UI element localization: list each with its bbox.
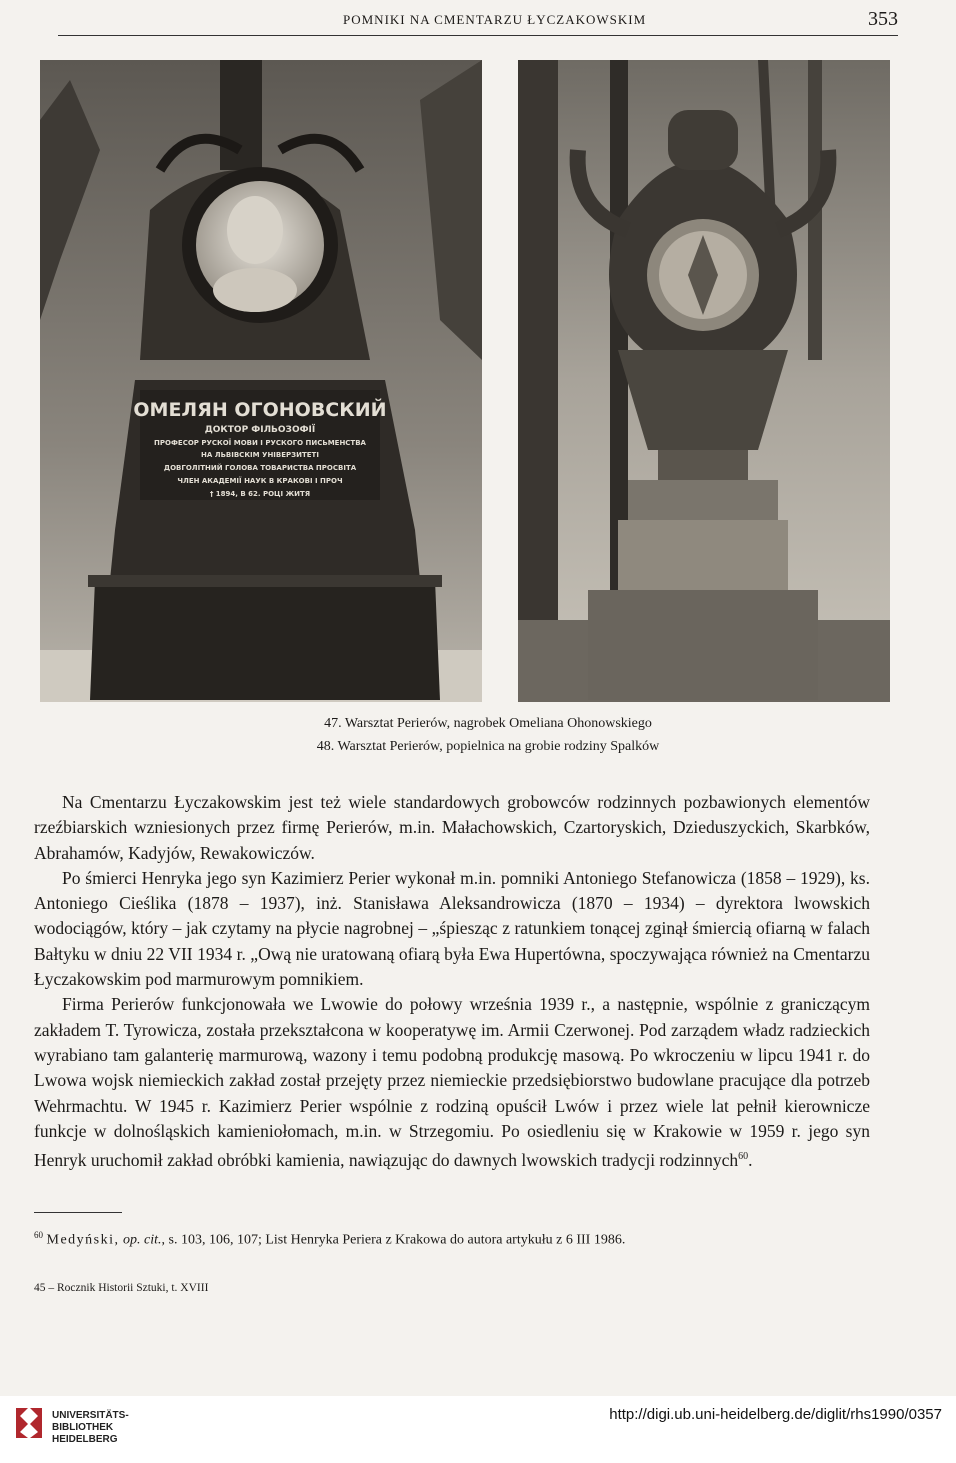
running-title: POMNIKI NA CMENTARZU ŁYCZAKOWSKIM: [343, 12, 647, 27]
footnote-number: 60: [34, 1230, 43, 1240]
gravestone-illustration: [40, 60, 482, 702]
paragraph-2: Po śmierci Henryka jego syn Kazimierz Perier wykonał m.in. pomniki Antoniego Stefanowicza (1858 – 1929), ks. Antoniego Cieślika (1878 – 1937), inż. Stanisława Aleksandrowicza (1870 – 1934) – dyrektora lwowskich wodociągów, który – jak czytamy na płycie nagrobnej – „śpiesząc z ratunkiem tonącej zginął śmiercią ofiarną w falach Bałtyku w dniu 22 VII 1934 r. „Ową nie uratowaną ofiarą była Ewa Hupertówna, spoczywająca również na Cmentarzu Łyczakowskim pod marmurowym pomnikiem.: [34, 867, 870, 990]
inscription-line-7: † 1894, В 62. РОЦІ ЖИТЯ: [209, 490, 311, 498]
page-number: 353: [868, 8, 898, 30]
header-rule: [58, 35, 898, 36]
footnote-abbr: op. cit.: [123, 1232, 162, 1248]
inscription-line-3: ПРОФЕСОР РУСКОЇ МОВИ І РУСКОГО ПИСЬМЕНСТВА: [154, 439, 366, 447]
inscription-line-1: ОМЕЛЯН ОГОНОВСКИЙ: [133, 399, 387, 421]
inscription-line-2: ДОКТОР ФІЛЬОЗОФІЇ: [204, 425, 316, 435]
inscription-line-4: НА ЛЬВІВСКІМ УНІВЕРЗИТЕТІ: [201, 451, 319, 459]
inscription-line-6: ЧЛЕН АКАДЕМІЇ НАУК В КРАКОВІ І ПРОЧ: [177, 477, 343, 485]
inscription-line-5: ДОВГОЛІТНИЙ ГОЛОВА ТОВАРИСТВА ПРОСВІТА: [163, 464, 357, 472]
paragraph-3: Firma Perierów funkcjonowała we Lwowie do połowy września 1939 r., a następnie, wspólnie z graniczącym zakładem T. Tyrowicza, została przekształcona w kooperatywę im. Armii Czerwonej. Pod zarządem władz radzieckich wyrabiano tam galanterię marmurową, wazony i temu podobną produkcję masową. Po wkroczeniu w lipcu 1941 r. do Lwowa wojsk niemieckich zakład został przejęty przez niemieckie przedsiębiorstwo budowlane pracujące dla potrzeb Wehrmachtu. W 1945 r. Kazimierz Perier wspólnie z rodziną opuścił Lwów i przez wiele lat pełnił kierownicze funkcje w dolnośląskich kamieniołomach, m.in. w Strzegomiu. Po osiedleniu się w Krakowie w 1959 r. jego syn Henryk uruchomił zakład obróbki kamienia, nawiązując do dawnych lwowskich tradycji rodzinnych$^{60}$.: [34, 994, 870, 1170]
caption-47: 47. Warsztat Perierów, nagrobek Omeliana Ohonowskiego: [324, 716, 652, 731]
footnote-author: Medyński,: [46, 1232, 120, 1248]
page-header: [58, 8, 898, 34]
body-text: [34, 790, 870, 1173]
library-url-link[interactable]: http://digi.ub.uni-heidelberg.de/diglit/rhs1990/0357: [609, 1406, 942, 1423]
library-logo-icon: [14, 1404, 44, 1440]
figure-47-photo: [40, 60, 482, 702]
footnote-rule: [34, 1212, 122, 1213]
urn-illustration: [518, 60, 890, 702]
paragraph-3-text: Firma Perierów funkcjonowała we Lwowie do połowy września 1939 r., a następnie, wspólnie z graniczącym zakładem T. Tyrowicza, została przekształcona w kooperatywę im. Armii Czerwonej. Pod zarządem władz radzieckich wyrabiano tam galanterię marmurową, wazony i temu podobną produkcję masową. Po wkroczeniu w lipcu 1941 r. do Lwowa wojsk niemieckich zakład został przejęty przez niemieckie przedsiębiorstwo budowlane pracujące dla potrzeb Wehrmachtu. W 1945 r. Kazimierz Perier wspólnie z rodziną opuścił Lwów i przez wiele lat pełnił kierownicze funkcje w dolnośląskich kamieniołomach, m.in. w Strzegomiu. Po osiedleniu się w Krakowie w 1959 r. jego syn Henryk uruchomił zakład obróbki kamienia, nawiązując do dawnych lwowskich tradycji rodzinnych: [34, 994, 870, 1170]
footnote-rest: , s. 103, 106, 107; List Henryka Periera z Krakowa do autora artykułu z 6 III 1986.: [161, 1232, 626, 1248]
footnote: [34, 1225, 870, 1251]
caption-48: 48. Warsztat Perierów, popielnica na grobie rodziny Spalków: [316, 739, 660, 754]
library-name: UNIVERSITÄTS- BIBLIOTHEK HEIDELBERG: [52, 1410, 129, 1445]
figure-48-photo: [518, 60, 890, 702]
footnote-marker[interactable]: 60: [738, 1151, 749, 1163]
printer-signature: 45 – Rocznik Historii Sztuki, t. XVIII: [34, 1282, 209, 1294]
figure-captions: [0, 712, 956, 758]
paragraph-1: Na Cmentarzu Łyczakowskim jest też wiele standardowych grobowców rodzinnych pozbawionych elementów rzeźbiarskich wzniesionych przez firmę Perierów, m.in. Małachowskich, Czartoryskich, Dzieduszyckich, Skarbków, Abrahamów, Kadyjów, Rewakowiczów.: [34, 792, 870, 863]
